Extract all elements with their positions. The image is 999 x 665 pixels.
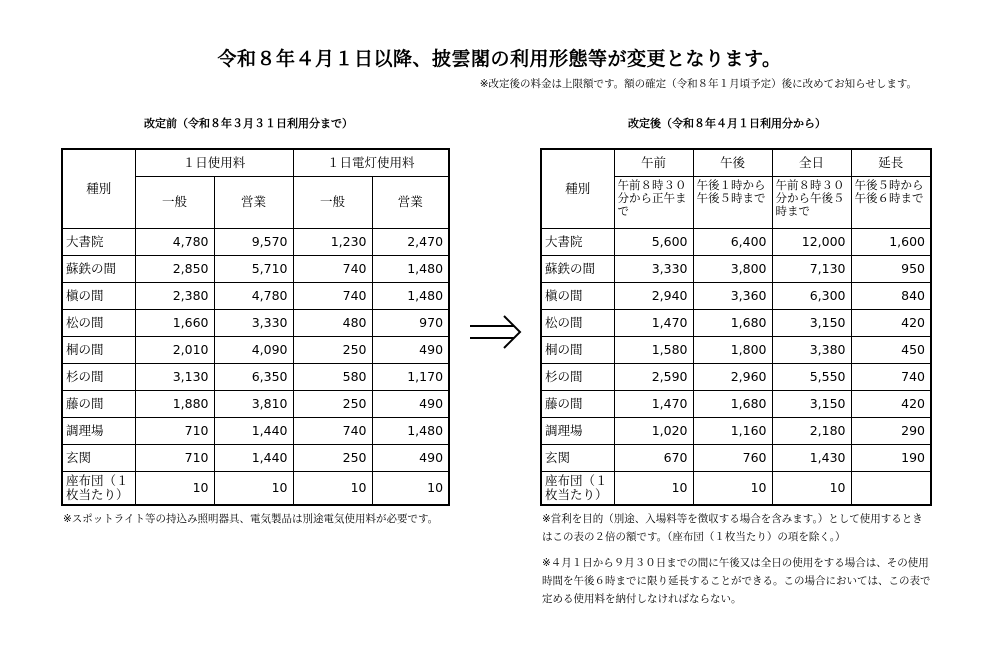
after-fee-cell: 840	[851, 282, 931, 309]
after-row-name: 藤の間	[541, 390, 614, 417]
after-fee-cell: 3,150	[772, 390, 851, 417]
before-table-body	[62, 228, 449, 505]
before-fee-cell: 2,470	[372, 228, 449, 255]
after-fee-cell: 420	[851, 390, 931, 417]
before-caption: 改定前（令和８年３月３１日利用分まで）	[144, 117, 353, 130]
after-fee-cell: 1,600	[851, 228, 931, 255]
before-subheader: 営業	[214, 176, 293, 228]
after-table-row	[541, 336, 931, 363]
before-fee-cell: 740	[293, 417, 372, 444]
after-fee-cell: 1,160	[693, 417, 772, 444]
after-fee-cell: 6,400	[693, 228, 772, 255]
before-row-name: 槇の間	[62, 282, 135, 309]
after-table-row	[541, 390, 931, 417]
after-time-range: 午前８時３０分から正午まで	[614, 176, 693, 228]
after-time-range: 午前８時３０分から午後５時まで	[772, 176, 851, 228]
after-fee-cell: 760	[693, 444, 772, 471]
before-table-row	[62, 471, 449, 505]
after-table-row	[541, 417, 931, 444]
after-table-row	[541, 444, 931, 471]
after-caption: 改定後（令和８年４月１日利用分から）	[628, 117, 826, 130]
before-fee-cell: 740	[293, 255, 372, 282]
after-fee-cell: 5,600	[614, 228, 693, 255]
before-row-name: 杉の間	[62, 363, 135, 390]
after-fee-cell: 1,430	[772, 444, 851, 471]
before-fee-cell: 2,850	[135, 255, 214, 282]
after-row-name: 大書院	[541, 228, 614, 255]
before-fee-cell: 9,570	[214, 228, 293, 255]
before-group-daily: １日使用料	[135, 149, 293, 176]
before-table-row	[62, 417, 449, 444]
before-table-row	[62, 228, 449, 255]
before-fee-cell: 3,330	[214, 309, 293, 336]
after-fee-cell: 1,020	[614, 417, 693, 444]
before-fee-cell: 970	[372, 309, 449, 336]
before-fee-cell: 4,780	[135, 228, 214, 255]
before-table-row	[62, 336, 449, 363]
before-table-row	[62, 363, 449, 390]
after-table-row	[541, 255, 931, 282]
before-fee-cell: 1,880	[135, 390, 214, 417]
after-fee-cell: 1,800	[693, 336, 772, 363]
before-table-row	[62, 282, 449, 309]
before-fee-cell: 2,010	[135, 336, 214, 363]
before-row-name: 蘇鉄の間	[62, 255, 135, 282]
after-fee-cell: 12,000	[772, 228, 851, 255]
before-fee-cell: 1,480	[372, 417, 449, 444]
after-fee-cell: 670	[614, 444, 693, 471]
before-fee-cell: 4,780	[214, 282, 293, 309]
before-row-name: 大書院	[62, 228, 135, 255]
after-footnote-extension: ※４月１日から９月３０日までの間に午後又は全日の使用をする場合は、その使用時間を午後６時までに限り延長することができる。この場合においては、この表で定める使用料を納付しなければならない。	[542, 557, 931, 605]
before-fee-cell: 1,170	[372, 363, 449, 390]
after-time-range: 午後５時から午後６時まで	[851, 176, 931, 228]
before-fee-cell: 1,440	[214, 444, 293, 471]
before-fee-cell: 250	[293, 336, 372, 363]
after-header-fullday: 全日	[772, 149, 851, 176]
before-fee-cell: 740	[293, 282, 372, 309]
after-header-extension: 延長	[851, 149, 931, 176]
right-arrow-icon	[468, 312, 524, 352]
before-fee-cell: 490	[372, 390, 449, 417]
after-fee-cell: 10	[693, 471, 772, 505]
after-fee-cell: 1,470	[614, 390, 693, 417]
before-fee-cell: 250	[293, 444, 372, 471]
after-fee-cell: 2,180	[772, 417, 851, 444]
after-row-name: 杉の間	[541, 363, 614, 390]
after-fee-cell: 6,300	[772, 282, 851, 309]
before-table-row	[62, 309, 449, 336]
after-row-name: 桐の間	[541, 336, 614, 363]
before-fee-cell: 3,810	[214, 390, 293, 417]
before-group-lighting: １日電灯使用料	[293, 149, 449, 176]
after-fee-cell: 2,940	[614, 282, 693, 309]
after-row-name: 玄関	[541, 444, 614, 471]
after-fee-cell: 3,150	[772, 309, 851, 336]
before-fee-cell: 1,480	[372, 282, 449, 309]
after-time-range: 午後１時から午後５時まで	[693, 176, 772, 228]
before-subheader: 一般	[135, 176, 214, 228]
before-row-name: 座布団（１枚当たり）	[62, 471, 135, 505]
after-fee-cell: 740	[851, 363, 931, 390]
price-note: ※改定後の料金は上限額です。額の確定（令和８年１月頃予定）後に改めてお知らせします。	[479, 78, 917, 90]
after-fee-cell: 450	[851, 336, 931, 363]
before-fee-cell: 5,710	[214, 255, 293, 282]
after-header-morning: 午前	[614, 149, 693, 176]
after-fee-cell: 2,960	[693, 363, 772, 390]
after-fee-cell: 5,550	[772, 363, 851, 390]
before-fee-cell: 490	[372, 444, 449, 471]
before-row-name: 桐の間	[62, 336, 135, 363]
before-row-name: 調理場	[62, 417, 135, 444]
before-table-row	[62, 390, 449, 417]
before-table-row	[62, 444, 449, 471]
before-fee-cell: 10	[293, 471, 372, 505]
after-fee-cell: 1,680	[693, 309, 772, 336]
before-fee-cell: 710	[135, 444, 214, 471]
after-fee-cell: 1,580	[614, 336, 693, 363]
after-fee-cell: 10	[772, 471, 851, 505]
before-fee-cell: 3,130	[135, 363, 214, 390]
after-fee-cell: 950	[851, 255, 931, 282]
before-fee-cell: 250	[293, 390, 372, 417]
before-footnote: ※スポットライト等の持込み照明器具、電気製品は別途電気使用料が必要です。	[63, 513, 439, 525]
page-title: 令和８年４月１日以降、披雲閣の利用形態等が変更となります。	[217, 48, 782, 70]
before-table-row	[62, 255, 449, 282]
before-row-name: 玄関	[62, 444, 135, 471]
after-fee-cell: 420	[851, 309, 931, 336]
after-table-row	[541, 228, 931, 255]
before-fee-cell: 2,380	[135, 282, 214, 309]
before-corner-header: 種別	[62, 149, 135, 228]
after-fee-cell: 3,330	[614, 255, 693, 282]
before-fee-cell: 710	[135, 417, 214, 444]
after-fee-cell: 190	[851, 444, 931, 471]
before-row-name: 松の間	[62, 309, 135, 336]
after-fee-cell: 2,590	[614, 363, 693, 390]
after-fee-cell: 3,380	[772, 336, 851, 363]
before-fee-cell: 10	[135, 471, 214, 505]
before-fee-cell: 4,090	[214, 336, 293, 363]
after-header-afternoon: 午後	[693, 149, 772, 176]
after-fee-cell	[851, 471, 931, 505]
before-fee-cell: 1,440	[214, 417, 293, 444]
before-fee-cell: 490	[372, 336, 449, 363]
after-fee-cell: 3,360	[693, 282, 772, 309]
before-fee-table	[61, 148, 450, 506]
after-table-row	[541, 363, 931, 390]
after-fee-cell: 10	[614, 471, 693, 505]
after-fee-cell: 1,470	[614, 309, 693, 336]
after-table-row	[541, 471, 931, 505]
after-row-name: 調理場	[541, 417, 614, 444]
after-fee-cell: 3,800	[693, 255, 772, 282]
after-row-name: 座布団（１枚当たり）	[541, 471, 614, 505]
before-row-name: 藤の間	[62, 390, 135, 417]
after-fee-cell: 7,130	[772, 255, 851, 282]
after-row-name: 蘇鉄の間	[541, 255, 614, 282]
after-fee-table	[540, 148, 932, 506]
before-subheader: 営業	[372, 176, 449, 228]
after-table-row	[541, 309, 931, 336]
after-fee-cell: 1,680	[693, 390, 772, 417]
before-fee-cell: 1,230	[293, 228, 372, 255]
after-footnote-commercial: ※営利を目的（別途、入場料等を徴収する場合を含みます。）として使用するときはこの表の２倍の額です。（座布団（１枚当たり）の項を除く。）	[542, 513, 923, 543]
before-fee-cell: 1,660	[135, 309, 214, 336]
after-table-row	[541, 282, 931, 309]
after-row-name: 槇の間	[541, 282, 614, 309]
before-fee-cell: 480	[293, 309, 372, 336]
after-table-body	[541, 228, 931, 505]
before-fee-cell: 580	[293, 363, 372, 390]
after-corner-header: 種別	[541, 149, 614, 228]
before-subheader: 一般	[293, 176, 372, 228]
after-fee-cell: 290	[851, 417, 931, 444]
before-fee-cell: 10	[372, 471, 449, 505]
before-fee-cell: 10	[214, 471, 293, 505]
before-fee-cell: 1,480	[372, 255, 449, 282]
before-fee-cell: 6,350	[214, 363, 293, 390]
after-row-name: 松の間	[541, 309, 614, 336]
